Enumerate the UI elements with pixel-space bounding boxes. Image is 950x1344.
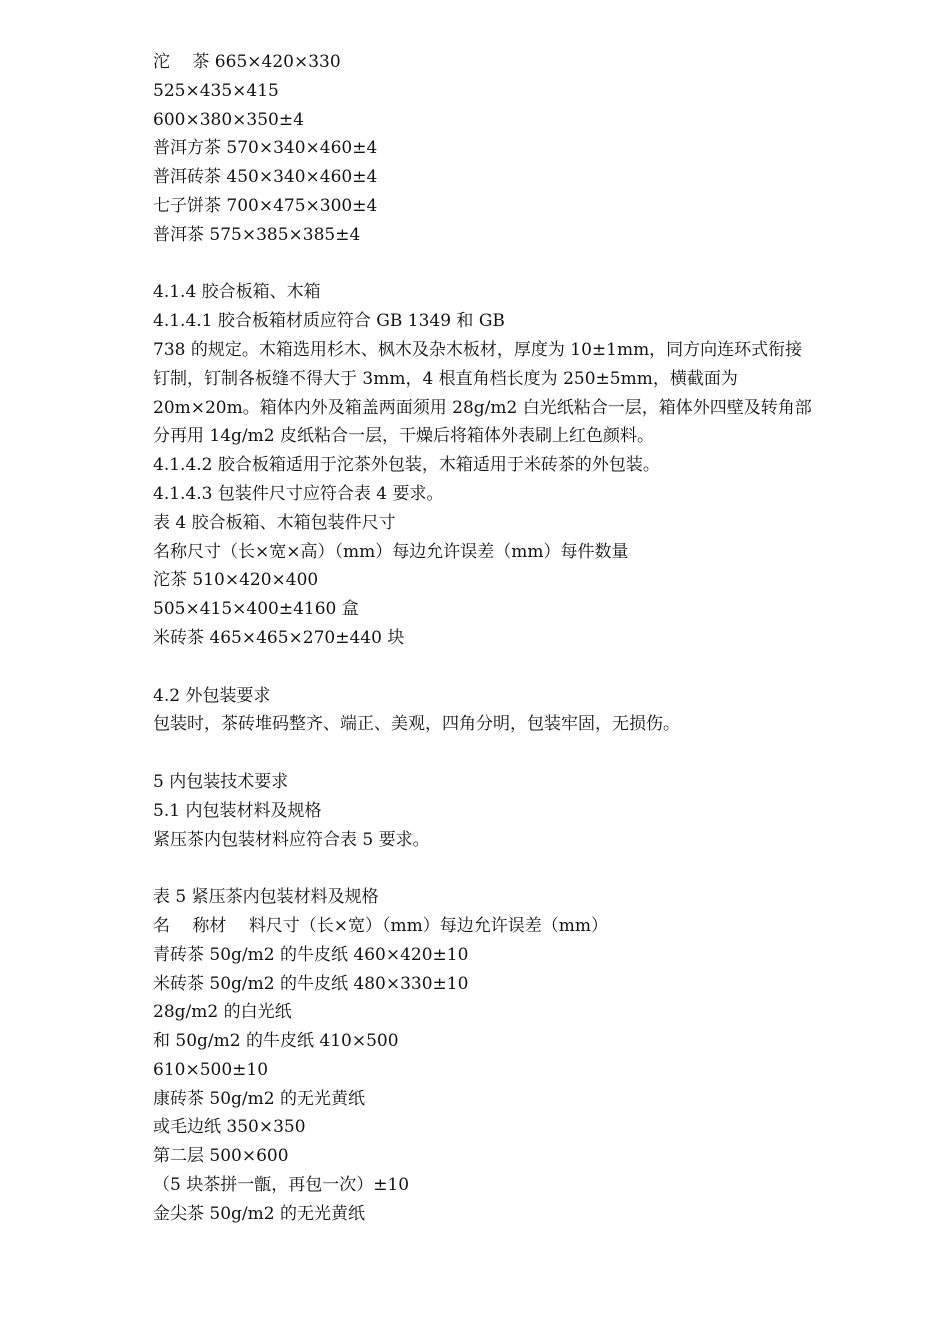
table-row: 金尖茶 50g/m2 的无光黄纸 xyxy=(153,1203,365,1224)
table-row: 505×415×400±4160 盒 xyxy=(153,599,359,620)
table-row: 610×500±10 xyxy=(153,1059,269,1080)
blank-line xyxy=(153,854,863,883)
section-heading: 4.1.4 胶合板箱、木箱 xyxy=(153,282,321,303)
table-row: 或毛边纸 350×350 xyxy=(153,1117,306,1138)
table-row: 和 50g/m2 的牛皮纸 410×500 xyxy=(153,1031,399,1052)
table-row: 青砖茶 50g/m2 的牛皮纸 460×420±10 xyxy=(153,944,469,965)
section-heading: 4.2 外包装要求 xyxy=(153,685,271,706)
blank-line xyxy=(153,739,863,768)
table-row: 米砖茶 465×465×270±440 块 xyxy=(153,627,405,648)
table-row: 沱茶 510×420×400 xyxy=(153,570,319,591)
text-line: 4.1.4.3 包装件尺寸应符合表 4 要求。 xyxy=(153,483,444,504)
text-line: 525×435×415 xyxy=(153,80,279,101)
table-row: 28g/m2 的白光纸 xyxy=(153,1002,292,1023)
text-line: 紧压茶内包装材料应符合表 5 要求。 xyxy=(153,829,430,850)
table-row: 康砖茶 50g/m2 的无光黄纸 xyxy=(153,1088,365,1109)
text-line: 20m×20m。箱体内外及箱盖两面须用 28g/m2 白光纸粘合一层，箱体外四壁及转角部 xyxy=(153,397,812,418)
table-header: 名称尺寸（长×宽×高）（mm）每边允许误差（mm）每件数量 xyxy=(153,541,629,562)
section-heading: 5 内包装技术要求 xyxy=(153,771,289,792)
table-header: 名 称材 料尺寸（长×宽）（mm）每边允许误差（mm） xyxy=(153,915,609,936)
document-page xyxy=(153,48,863,1229)
text-line: 七子饼茶 700×475×300±4 xyxy=(153,195,378,216)
table-row: （5 块茶拼一甑，再包一次）±10 xyxy=(153,1175,410,1196)
table-row: 第二层 500×600 xyxy=(153,1146,289,1167)
blank-line xyxy=(153,653,863,682)
section-heading: 5.1 内包装材料及规格 xyxy=(153,800,322,821)
text-line: 738 的规定。木箱选用杉木、枫木及杂木板材，厚度为 10±1mm，同方向连环式衔接 xyxy=(153,339,803,360)
text-line: 4.1.4.2 胶合板箱适用于沱茶外包装，木箱适用于米砖茶的外包装。 xyxy=(153,455,660,476)
text-line: 4.1.4.1 胶合板箱材质应符合 GB 1349 和 GB xyxy=(153,311,505,332)
text-line: 钉制，钉制各板缝不得大于 3mm，4 根直角档长度为 250±5mm，横截面为 xyxy=(153,368,738,389)
text-line: 普洱方茶 570×340×460±4 xyxy=(153,138,378,159)
text-line: 普洱砖茶 450×340×460±4 xyxy=(153,167,378,188)
table-caption: 表 4 胶合板箱、木箱包装件尺寸 xyxy=(153,512,396,533)
text-line: 普洱茶 575×385×385±4 xyxy=(153,224,361,245)
text-line: 沱 茶 665×420×330 xyxy=(153,52,341,72)
table-row: 米砖茶 50g/m2 的牛皮纸 480×330±10 xyxy=(153,973,469,994)
text-line: 分再用 14g/m2 皮纸粘合一层，干燥后将箱体外表刷上红色颜料。 xyxy=(153,426,654,447)
text-line: 包装时，茶砖堆码整齐、端正、美观，四角分明，包装牢固，无损伤。 xyxy=(153,714,680,735)
text-line: 600×380×350±4 xyxy=(153,109,304,130)
table-caption: 表 5 紧压茶内包装材料及规格 xyxy=(153,887,379,908)
blank-line xyxy=(153,250,863,279)
